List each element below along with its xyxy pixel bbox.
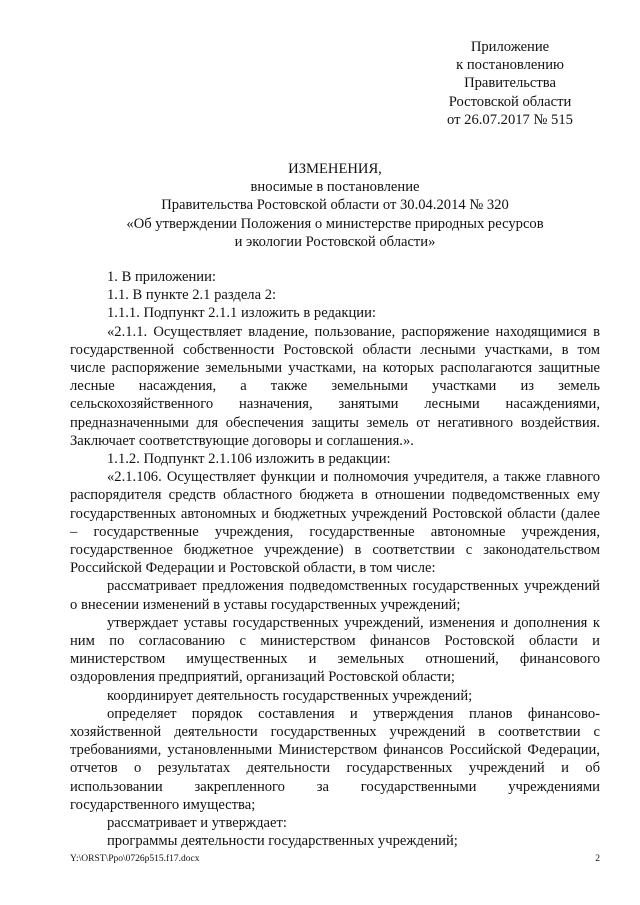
paragraph: определяет порядок составления и утверждения планов финансово-хозяйственной деятельности государственных учреждений в соответствии с требованиями, установленными Министерством финансов Российской Федерации, отчетов о результатах деятельности государственных учреждений и об использовании закрепленного за государственными учреждениями государственного имущества; [70,705,600,813]
title-line: вносимые в постановление [250,179,420,196]
title-line: Правительства Ростовской области от 30.04.2014 № 320 [161,197,509,214]
title-line: и экологии Ростовской области» [234,233,436,250]
file-path: Y:\ORST\Ppo\0726p515.f17.docx [70,854,200,864]
paragraph: 1.1.1. Подпункт 2.1.1 изложить в редакции: [107,305,376,322]
appendix-line: Приложение [470,39,550,55]
paragraph: «2.1.106. Осуществляет функции и полномочия учредителя, а также главного распорядителя средств областного бюджета в отношении подведомственных ему государственных автономных и бюджетных учреждений Ростовской области (далее – государственные учреждения, государственные автономные учреждения, государственное бюджетное учреждение) в соответствии с законодательством Российской Федерации и Ростовской области, в том числе: [70,469,600,577]
paragraph: программы деятельности государственных учреждений; [107,833,458,850]
paragraph: рассматривает предложения подведомственных государственных учреждений о внесении изменений в уставы государственных учреждений; [70,578,600,613]
appendix-header [400,38,620,129]
appendix-line: от 26.07.2017 № 515 [447,111,573,128]
paragraph: утверждает уставы государственных учреждений, изменения и дополнения к ним по согласованию с министерством финансов Ростовской области и министерством имущественных и земельных отношений, финансового оздоровления предприятий, организаций Ростовской области; [70,614,600,686]
appendix-line: Правительства [464,75,556,92]
paragraph: 1. В приложении: [107,269,216,285]
paragraph: «2.1.1. Осуществляет владение, пользование, распоряжение находящимися в государственной собственности Ростовской области лесными участками, в том числе распоряжение земельными участками, на которых располагаются защитные лесные насаждения, а также земельными участками из земель сельскохозяйственного назначения, занятыми лесными насаждениями, предназначенными для обеспечения защиты земель от негативного воздействия. Заключает соответствующие договоры и соглашения.». [70,323,600,449]
appendix-line: к постановлению [456,57,564,74]
document-body [70,268,600,851]
paragraph: рассматривает и утверждает: [107,815,287,832]
document-title [70,160,600,251]
title-line: «Об утверждении Положения о министерстве природных ресурсов [126,215,544,232]
appendix-line: Ростовской области [448,93,572,110]
title-line: ИЗМЕНЕНИЯ, [288,161,382,177]
paragraph: координирует деятельность государственных учреждений; [107,687,473,704]
paragraph: 1.1. В пункте 2.1 раздела 2: [107,287,277,304]
paragraph: 1.1.2. Подпункт 2.1.106 изложить в редакции: [107,451,391,468]
page-number: 2 [595,854,600,864]
